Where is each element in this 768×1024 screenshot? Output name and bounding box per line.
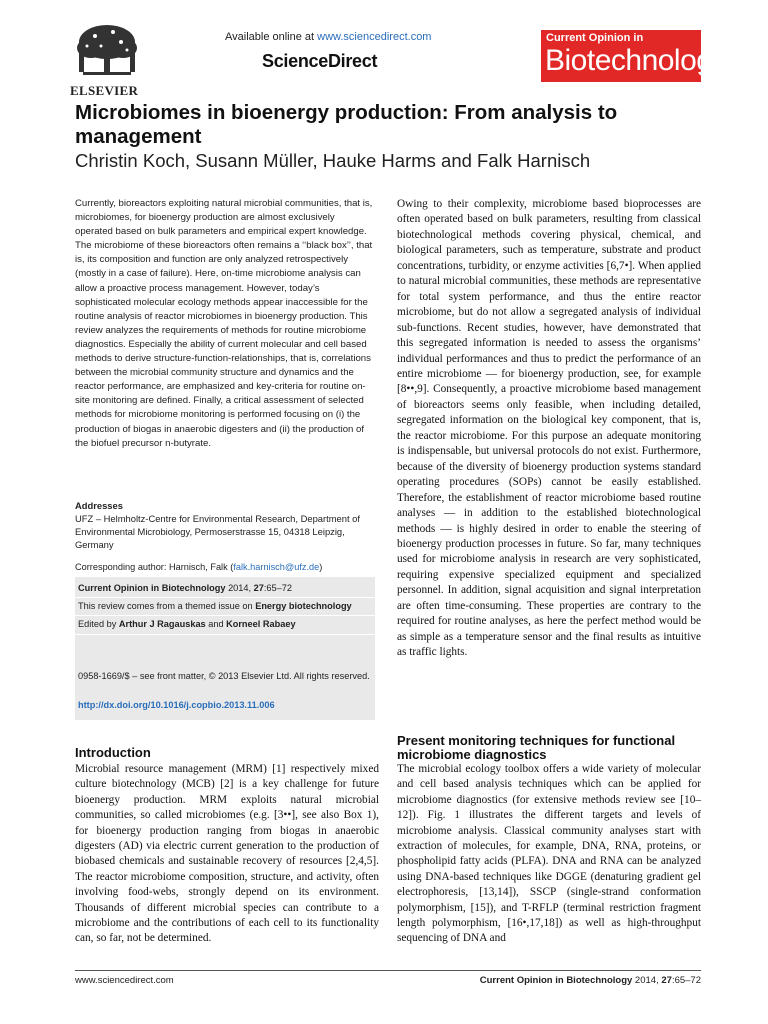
corresponding-email-link[interactable]: falk.harnisch@ufz.de <box>233 562 320 572</box>
journal-badge-line2: Biotechnology <box>545 44 727 77</box>
sciencedirect-brand: ScienceDirect <box>262 51 378 71</box>
available-prefix: Available online at <box>225 31 318 43</box>
doi-link[interactable]: http://dx.doi.org/10.1016/j.copbio.2013.11.006 <box>78 700 275 710</box>
section-heading-monitoring: Present monitoring techniques for functional microbiome diagnostics <box>397 733 676 762</box>
footer-website: www.sciencedirect.com <box>75 975 174 986</box>
info-edited-prefix: Edited by <box>78 619 119 629</box>
available-online-line <box>225 31 431 43</box>
addresses-text: UFZ – Helmholtz-Centre for Environmental Research, Department of Environmental Microbiology, Permoserstrasse 15, 04318 Leipzig, Germany <box>75 513 361 550</box>
addresses-block <box>75 499 375 551</box>
sciencedirect-link[interactable]: www.sciencedirect.com <box>317 31 432 43</box>
journal-badge <box>541 30 727 82</box>
info-divider <box>75 634 375 635</box>
footer-volume: 27 <box>661 975 672 986</box>
abstract: Currently, bioreactors exploiting natural microbial communities, that is, microbiomes, for bioenergy production are almost exclusively operated based on bulk parameters and empirical expert knowledge. The microbiome of these bioreactors often remains a ‘‘black box’’, that is, its composition and function are only analyzed retrospectively (mostly in a case of failure). Here, on-time microbiome analysis can allow a proactive process management. However, today’s sophisticated molecular ecology methods appear inaccessible for the routine analysis of reactor microbiomes in bioenergy production. This review analyzes the requirements of methods for routine microbiome diagnostics. Especially the ability of current molecular and cell based methods to derive structure-function-relationships, that is, correlations between the microbial community structure and dynamics and the reactor performance, are emphasized and key-criteria for routine on-site monitoring are defined. Finally, a critical assessment of selected methods for microbiome monitoring is performed focusing on (i) the production of biogas in anaerobic digesters and (ii) the production of the biofuel precursor n-butyrate. <box>75 198 373 449</box>
info-year: 2014, <box>225 583 254 593</box>
info-editors <box>78 619 372 629</box>
footer-pages: :65–72 <box>671 975 701 986</box>
publisher-wordmark: ELSEVIER <box>70 83 139 98</box>
body-paragraph-1: Owing to their complexity, microbiome based bioprocesses are often operated based on bulk parameters, resulting from classical biotechnological methods covering physical, chemical, and biological parameters, such as temperature, substrate and product concentrations, turbidity, or enzyme activities [6,7•]. When applied to natural microbial communities, these methods are representative for total system performance, and thus the entire reactor microbiome, but do not allow a segregated analysis of individual sub-functions. Recent studies, however, have demonstrated that this segregated information is needed to assess the organisms’ individual performances and thus to predict the performance of an entire microbiome — for bioenergy production, see, for example [8••,9]. Consequently, a proactive microbiome based management of bioreactors seems only feasible, when including detailed, segregated information on the biological key component, that is, the reactor microbiome. For this purpose an adequate monitoring is indispensable, but universal protocols do not exist. Furthermore, because of the diversity of bioenergy production systems standard operating procedures (SOPs) cannot be easily established. Therefore, the establishment of reactor microbiome based routine analyses — in addition to the established biotechnological methods — is highly desired in order to enable the steering of bioenergy production processes in future. So far, many techniques used for microbiome analysis in research are very sophisticated, requiring expensive specialized equipment and specialized personnel. In addition, signal acquisition and signal interpretation are often time-consuming. These properties are contrary to the required for routine analyses, as here the perfect method would be as simple as a temperature sensor and the final results as intuitive as traffic lights. <box>397 198 701 659</box>
footer-journal: Current Opinion in Biotechnology <box>479 975 633 986</box>
footer-citation <box>480 975 701 986</box>
info-copyright: 0958-1669/$ – see front matter, © 2013 Elsevier Ltd. All rights reserved. <box>78 671 370 681</box>
info-doi <box>78 700 372 710</box>
info-editor-2: Korneel Rabaey <box>226 619 296 629</box>
article-title: Microbiomes in bioenergy production: From analysis to management <box>75 101 618 148</box>
corresponding-author <box>75 561 375 574</box>
info-divider <box>75 597 375 598</box>
journal-badge-line1: Current Opinion in <box>546 32 644 44</box>
info-theme <box>78 601 372 611</box>
info-theme-prefix: This review comes from a themed issue on <box>78 601 256 611</box>
body-paragraph-2: The microbial ecology toolbox offers a wide variety of molecular and cell based analysis techniques which can be applied for microbiome diagnostics (for extensive methods review see [10–12]). Fig. 1 illustrates the different targets and levels of microbiome analysis. Classical community analyses start with extraction of molecules, for example, DNA, RNA, proteins, or phospholipid fatty acids (PLFA). DNA and RNA can be analyzed using DNA-based techniques like DGGE (denaturing gradient gel electrophoresis, [13,14]), SSCP (single-strand conformation polymorphism, [15]), and T-RFLP (terminal restriction fragment length polymorphism, [16•,17,18]) as well as high-throughput sequencing of DNA and <box>397 763 701 945</box>
info-journal: Current Opinion in Biotechnology <box>78 583 226 593</box>
corresponding-suffix: ) <box>319 562 323 572</box>
info-citation <box>78 583 372 593</box>
intro-paragraph: Microbial resource management (MRM) [1] respectively mixed culture biotechnology (MCB) [2] is a key challenge for future bioenergy production. MRM exploits natural microbial communities, so called microbiomes (e.g. [3••], see also Box 1), for bioenergy production ranging from biogas in anaerobic digesters (AD) via electric current generation to the production of biobased chemicals and sustainable recovery of resources [2,4,5]. The reactor microbiome composition, structure, and activity, often involving food-webs, strongly depend on its environment. Thousands of different microbial species can contribute to a microbiome and the contributions of each cell to its functionality can, so far, not be determined. <box>75 763 379 945</box>
article-info-box <box>75 577 375 720</box>
info-theme-name: Energy biotechnology <box>255 601 352 611</box>
info-volume: 27 <box>253 583 264 593</box>
footer-divider <box>75 970 701 971</box>
corresponding-prefix: Corresponding author: Harnisch, Falk ( <box>75 562 234 572</box>
info-pages: :65–72 <box>263 583 292 593</box>
addresses-heading: Addresses <box>75 500 123 511</box>
footer-year: 2014, <box>632 975 662 986</box>
info-editor-1: Arthur J Ragauskas <box>118 619 206 629</box>
page-header <box>0 0 768 100</box>
info-divider <box>75 615 375 616</box>
section-heading-introduction: Introduction <box>75 745 151 760</box>
article-authors: Christin Koch, Susann Müller, Hauke Harms and Falk Harnisch <box>75 150 591 171</box>
elsevier-tree-logo-icon <box>73 22 141 80</box>
info-editors-and: and <box>205 619 227 629</box>
